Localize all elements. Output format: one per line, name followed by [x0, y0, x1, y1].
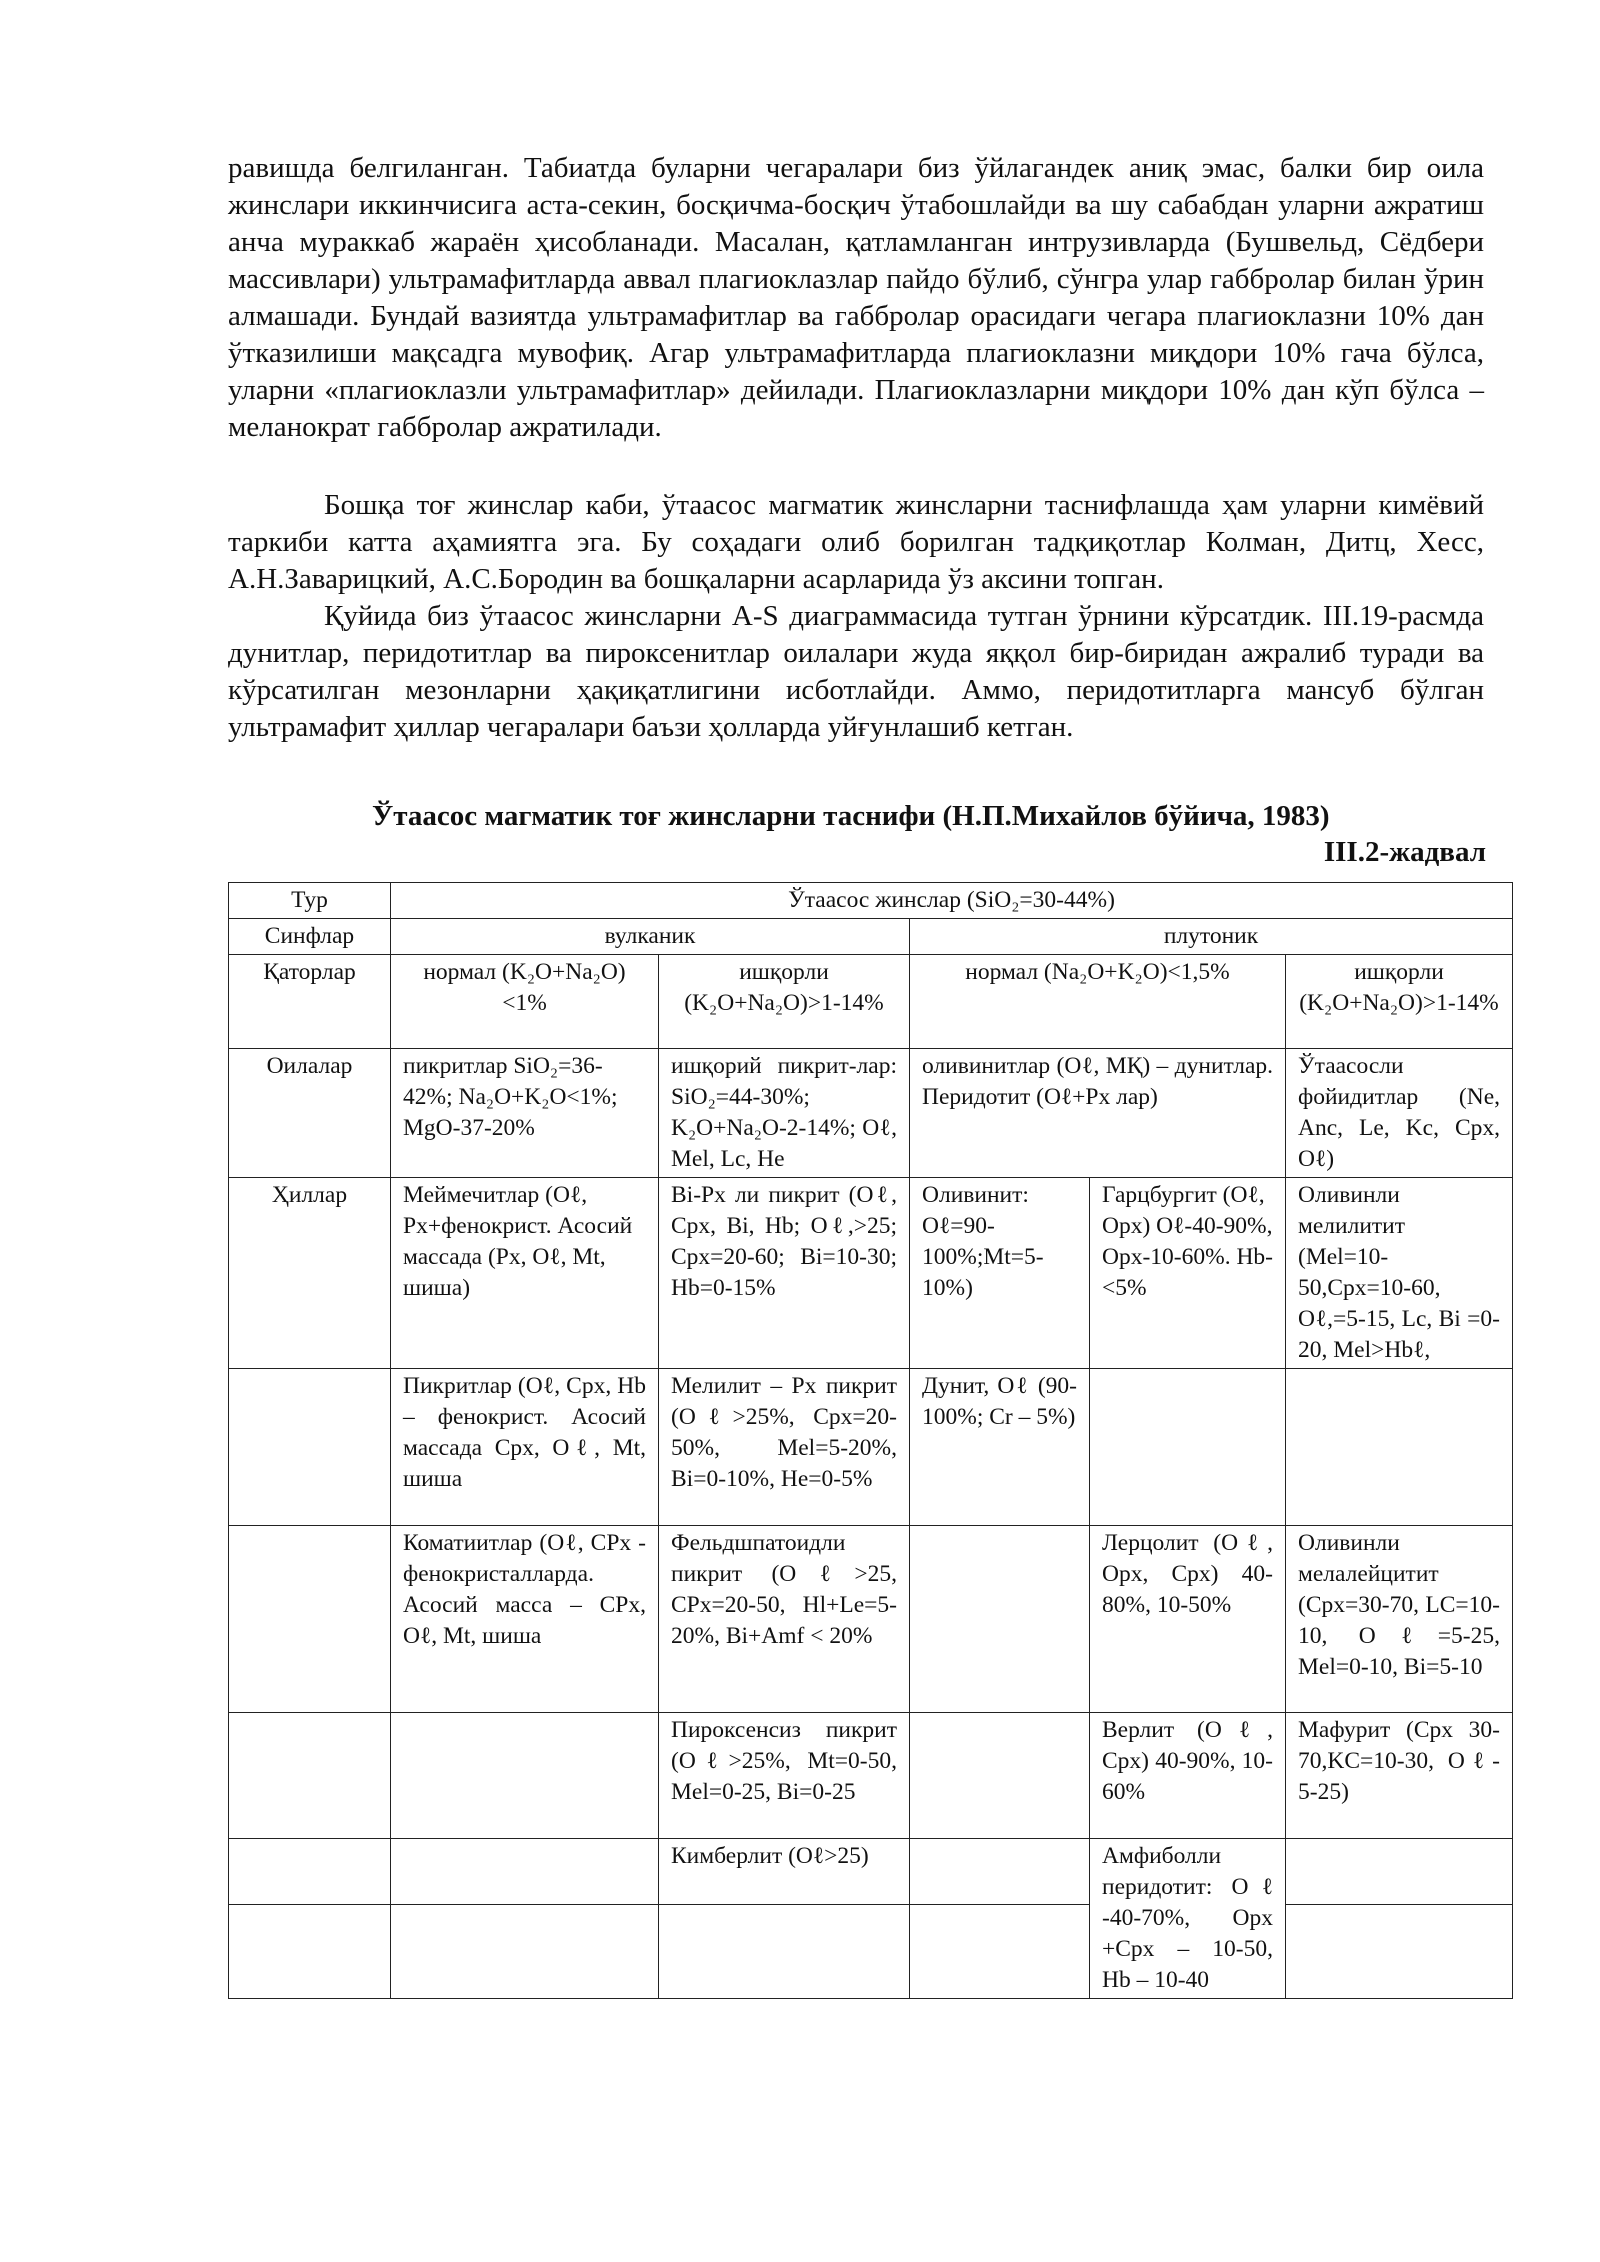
table-row [229, 1839, 1513, 1905]
table-cell: оливинитлар (Oℓ, МҚ) – дунитлар. Перидотит (Oℓ+Px лар) [910, 1049, 1286, 1178]
header-cell: Ҳиллар [229, 1178, 391, 1369]
body-paragraph: Қуйида биз ўтаасос жинсларни A-S диаграммасида тутган ўрнини кўрсатдик. III.19-расмда дунитлар, перидотитлар ва пироксенитлар оилалари жуда яққол бир-биридан ажралиб туради ва кўрсатилган мезонларни ҳақиқатлигини исботлайди. Аммо, перидотитларга мансуб бўлган ультрамафит ҳиллар чегаралари баъзи ҳолларда уйғунлашиб кетган. [228, 600, 1484, 743]
table-row [229, 1369, 1513, 1526]
table-cell [391, 1713, 659, 1839]
table-cell: Оливинит: Oℓ=90-100%;Mt=5-10%) [910, 1178, 1090, 1369]
classification-table [228, 882, 1513, 1999]
table-cell: нормал (Na₂O+K₂O)<1,5% [910, 955, 1286, 1049]
table-cell [910, 1905, 1090, 1999]
header-cell: Синфлар [229, 919, 391, 955]
header-cell: Қаторлар [229, 955, 391, 1049]
table-cell [910, 1526, 1090, 1713]
table-cell [910, 1713, 1090, 1839]
table-row [229, 1049, 1513, 1178]
table-cell: ишқорли (K₂O+Na₂O)>1-14% [1286, 955, 1513, 1049]
table-cell [229, 1839, 391, 1905]
table-cell: пикритлар SiO₂=36-42%; Na₂O+K₂O<1%; MgO-37-20% [391, 1049, 659, 1178]
table-cell: Коматиитлар (Oℓ, CPx - фенокристалларда. Асосий масса – CPx, Oℓ, Mt, шиша [391, 1526, 659, 1713]
table-cell: Оливинли мелалейцитит (Cpx=30-70, LC=10-10, Oℓ=5-25, Mel=0-10, Bi=5-10 [1286, 1526, 1513, 1713]
table-cell: Bi-Px ли пикрит (Oℓ, Cpx, Bi, Hb; Oℓ,>25; Cpx=20-60; Bi=10-30; Hb=0-15% [659, 1178, 910, 1369]
table-row [229, 883, 1513, 919]
table-cell [229, 1713, 391, 1839]
table-cell: Кимберлит (Oℓ>25) [659, 1839, 910, 1905]
table-cell: Дунит, Oℓ (90-100%; Cr – 5%) [910, 1369, 1090, 1526]
table-row [229, 1526, 1513, 1713]
table-cell: Мелилит – Px пикрит (Oℓ>25%, Cpx=20-50%, Mel=5-20%, Bi=0-10%, He=0-5% [659, 1369, 910, 1526]
body-paragraph: равишда белгиланган. Табиатда буларни чегаралари биз ўйлагандек аниқ эмас, балки бир оила жинслари иккинчисига аста-секин, босқичма-босқич ўтабошлайди ва шу сабабдан уларни ажратиш анча мураккаб жараён ҳисобланади. Масалан, қатламланган интрузивларда (Бушвельд, Сёдбери массивлари) ультрамафитларда аввал плагиоклазлар пайдо бўлиб, сўнгра улар габбролар билан ўрин алмашади. Бундай вазиятда ультрамафитлар ва габбролар орасидаги чегара плагиоклазни 10% дан ўтказилиши мақсадга мувофиқ. Агар ультрамафитларда плагиоклазни миқдори 10% гача бўлса, уларни «плагиоклазли ультрамафитлар» дейилади. Плагиоклазларни миқдори 10% дан кўп бўлса – меланократ габбролар ажратилади. [228, 152, 1484, 443]
table-cell [1286, 1369, 1513, 1526]
table-cell [391, 1905, 659, 1999]
table-cell: нормал (K₂O+Na₂O)<1% [391, 955, 659, 1049]
table-cell [659, 1905, 910, 1999]
table-cell: Мафурит (Cpx 30-70,KC=10-30, Oℓ- 5-25) [1286, 1713, 1513, 1839]
table-cell: Верлит (Oℓ, Cpx) 40-90%, 10-60% [1090, 1713, 1286, 1839]
header-cell: Оилалар [229, 1049, 391, 1178]
table-cell: Лерцолит (Oℓ, Opx, Cpx) 40-80%, 10-50% [1090, 1526, 1286, 1713]
table-cell: плутоник [910, 919, 1513, 955]
table-row [229, 919, 1513, 955]
table-cell [910, 1839, 1090, 1905]
table-row [229, 1905, 1513, 1999]
table-cell: Ўтаасос жинслар (SiO₂=30-44%) [391, 883, 1513, 919]
table-row [229, 955, 1513, 1049]
table-number: III.2-жадвал [1323, 836, 1486, 868]
table-cell: Гарцбургит (Oℓ, Opx) Oℓ-40-90%, Opx-10-60%. Hb-<5% [1090, 1178, 1286, 1369]
table-cell: Ўтаасосли фойидитлар (Ne, Anc, Le, Kc, Cpx, Oℓ) [1286, 1049, 1513, 1178]
table-cell [229, 1526, 391, 1713]
table-cell: Амфиболли перидотит: Oℓ -40-70%, Opx +Cpx – 10-50, Hb – 10-40 [1090, 1839, 1286, 1999]
table-cell [229, 1905, 391, 1999]
table-cell [1286, 1905, 1513, 1999]
table-cell: Фельдшпатоидли пикрит (Oℓ>25, CPx=20-50, Hl+Le=5-20%, Bi+Amf < 20% [659, 1526, 910, 1713]
table-cell: Оливинли мелилитит (Mel=10-50,Cpx=10-60, Oℓ,=5-15, Lc, Bi =0-20, Mel>Hbℓ, [1286, 1178, 1513, 1369]
table-cell [391, 1839, 659, 1905]
table-row [229, 1713, 1513, 1839]
table-caption: Ўтаасос магматик тоғ жинсларни таснифи (Н.П.Михайлов бўйича, 1983) [372, 800, 1330, 832]
table-cell: ишқорли (K₂O+Na₂O)>1-14% [659, 955, 910, 1049]
table-cell [1286, 1839, 1513, 1905]
table-cell: Меймечитлар (Oℓ, Px+фенокрист. Асосий массада (Px, Oℓ, Mt, шиша) [391, 1178, 659, 1369]
table-cell [229, 1369, 391, 1526]
header-cell: Тур [229, 883, 391, 919]
body-paragraph: Бошқа тоғ жинслар каби, ўтаасос магматик жинсларни таснифлашда ҳам уларни кимёвий таркиби катта аҳамиятга эга. Бу соҳадаги олиб борилган тадқиқотлар Колман, Дитц, Хесс, А.Н.Заварицкий, А.С.Бородин ва бошқаларни асарларида ўз аксини топган. [228, 489, 1484, 595]
table-cell [1090, 1369, 1286, 1526]
table-cell: вулканик [391, 919, 910, 955]
table-cell: Пикритлар (Oℓ, Cpx, Hb – фенокрист. Асосий массада Cpx, Oℓ, Mt, шиша [391, 1369, 659, 1526]
table-cell: ишқорий пикрит-лар: SiO₂=44-30%; K₂O+Na₂O-2-14%; Oℓ, Mel, Lc, He [659, 1049, 910, 1178]
table-row [229, 1178, 1513, 1369]
table-cell: Пироксенсиз пикрит (Oℓ>25%, Mt=0-50, Mel=0-25, Bi=0-25 [659, 1713, 910, 1839]
